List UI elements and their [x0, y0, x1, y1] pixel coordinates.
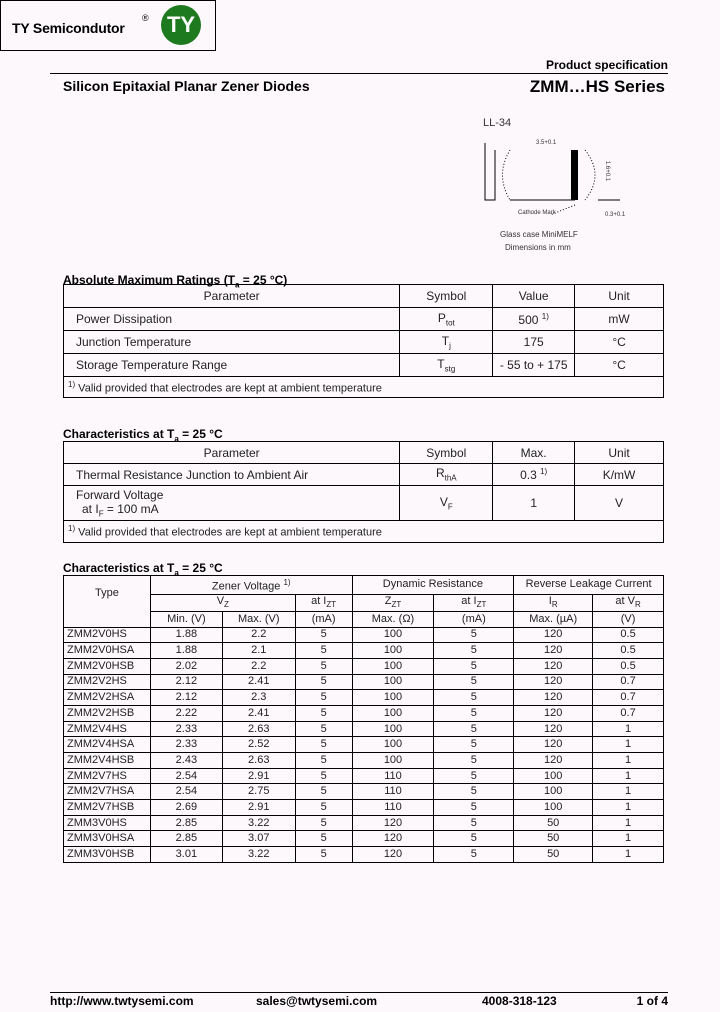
- unit-cell: mW: [575, 308, 664, 331]
- value-cell: 2.12: [150, 674, 222, 690]
- value-cell: 5: [295, 784, 352, 800]
- value-cell: 3.22: [222, 815, 295, 831]
- value-cell: 5: [434, 831, 514, 847]
- value-cell: 110: [352, 768, 434, 784]
- value-cell: 100: [352, 643, 434, 659]
- email-link[interactable]: sales@twtysemi.com: [256, 994, 378, 1008]
- value-cell: 2.1: [222, 643, 295, 659]
- type-cell: ZMM2V2HSA: [64, 690, 151, 706]
- value-cell: 5: [295, 737, 352, 753]
- value-cell: 5: [434, 658, 514, 674]
- value-cell: 2.41: [222, 674, 295, 690]
- unit-cell: (V): [593, 611, 664, 627]
- unit-cell: Max. (Ω): [352, 611, 434, 627]
- type-cell: ZMM2V4HSA: [64, 737, 151, 753]
- value-cell: 0.5: [593, 643, 664, 659]
- value-cell: 1: [593, 753, 664, 769]
- value-cell: 120: [352, 831, 434, 847]
- value-cell: 100: [514, 768, 593, 784]
- value-cell: 50: [514, 815, 593, 831]
- value-cell: 2.85: [150, 815, 222, 831]
- header-cell: Parameter: [64, 285, 400, 308]
- unit-cell: (mA): [295, 611, 352, 627]
- header-cell: Symbol: [400, 442, 493, 464]
- header-cell: Value: [493, 285, 575, 308]
- header-vr: at $V_R$: [593, 594, 664, 611]
- value-cell: 2.41: [222, 705, 295, 721]
- header-cell: Max.: [493, 442, 575, 464]
- footnote-row: [64, 521, 664, 543]
- value-cell: 5: [295, 721, 352, 737]
- symbol-cell: $T_{stg}$: [400, 354, 493, 377]
- value-cell: 0.7: [593, 705, 664, 721]
- value-cell: 5: [434, 800, 514, 816]
- table-header-row: [64, 285, 664, 308]
- value-cell: 0.7: [593, 674, 664, 690]
- dim-end: 0.3+0.1: [605, 212, 626, 218]
- value-cell: 5: [295, 847, 352, 863]
- doc-type: Product specification: [545, 58, 668, 72]
- value-cell: 175: [493, 331, 575, 354]
- header-rule: [50, 73, 668, 74]
- value-cell: 120: [514, 658, 593, 674]
- value-cell: 120: [514, 643, 593, 659]
- table-row: [64, 690, 664, 706]
- header-cell: Symbol: [400, 285, 493, 308]
- value-cell: 5: [295, 643, 352, 659]
- value-cell: 1: [593, 847, 664, 863]
- value-cell: 1: [593, 831, 664, 847]
- table-row: [64, 658, 664, 674]
- package-drawing: [480, 135, 645, 220]
- company-name: TY Semicondutor: [12, 20, 125, 36]
- value-cell: 2.85: [150, 831, 222, 847]
- symbol-cell: $T_j$: [400, 331, 493, 354]
- value-cell: 5: [295, 627, 352, 643]
- value-cell: 5: [434, 721, 514, 737]
- value-cell: 110: [352, 800, 434, 816]
- table-row: [64, 800, 664, 816]
- footnote: $^{1)}$ Valid provided that electrodes are kept at ambient temperature: [64, 521, 664, 543]
- value-cell: 2.91: [222, 800, 295, 816]
- package-caption: Glass case MiniMELF: [500, 230, 578, 239]
- param-cell: Junction Temperature: [64, 331, 400, 354]
- unit-cell: °C: [575, 331, 664, 354]
- footnote: $^{1)}$ Valid provided that electrodes are kept at ambient temperature: [64, 377, 664, 398]
- value-cell: 5: [434, 705, 514, 721]
- value-cell: 500 $^{1)}$: [493, 308, 575, 331]
- value-cell: 5: [295, 768, 352, 784]
- value-cell: 1: [593, 800, 664, 816]
- cathode-mark-label: Cathode Mark: [518, 210, 556, 216]
- header-cell: Unit: [575, 442, 664, 464]
- char1-title: Characteristics at $T_a = 25$ °C: [63, 427, 223, 444]
- table-row: [64, 308, 664, 331]
- table-row: [64, 768, 664, 784]
- param-cell: Storage Temperature Range: [64, 354, 400, 377]
- type-cell: ZMM2V2HSB: [64, 705, 151, 721]
- type-cell: ZMM2V7HSB: [64, 800, 151, 816]
- footer-rule: [50, 992, 668, 993]
- value-cell: 100: [352, 658, 434, 674]
- value-cell: 2.43: [150, 753, 222, 769]
- unit-cell: K/mW: [575, 464, 664, 486]
- value-cell: 2.02: [150, 658, 222, 674]
- value-cell: 5: [295, 800, 352, 816]
- value-cell: 2.54: [150, 768, 222, 784]
- header-izt2: at $I_{ZT}$: [434, 594, 514, 611]
- type-cell: ZMM2V7HS: [64, 768, 151, 784]
- value-cell: 2.3: [222, 690, 295, 706]
- value-cell: 120: [514, 705, 593, 721]
- value-cell: 2.91: [222, 768, 295, 784]
- table-row: [64, 643, 664, 659]
- value-cell: 100: [352, 674, 434, 690]
- value-cell: 5: [434, 753, 514, 769]
- value-cell: 100: [514, 784, 593, 800]
- header-ir: $I_R$: [514, 594, 593, 611]
- unit-cell: Max. (µA): [514, 611, 593, 627]
- value-cell: 120: [514, 627, 593, 643]
- value-cell: 110: [352, 784, 434, 800]
- type-cell: ZMM3V0HSB: [64, 847, 151, 863]
- value-cell: - 55 to + 175: [493, 354, 575, 377]
- table-row: [64, 847, 664, 863]
- value-cell: 2.33: [150, 737, 222, 753]
- value-cell: 2.69: [150, 800, 222, 816]
- unit-cell: °C: [575, 354, 664, 377]
- unit-cell: Max. (V): [222, 611, 295, 627]
- param-cell: Forward Voltage at $I_F = 100$ mA: [64, 486, 400, 521]
- value-cell: 100: [352, 690, 434, 706]
- value-cell: 0.7: [593, 690, 664, 706]
- value-cell: 5: [434, 768, 514, 784]
- value-cell: 3.07: [222, 831, 295, 847]
- value-cell: 5: [295, 753, 352, 769]
- table-row: [64, 486, 664, 521]
- value-cell: 2.52: [222, 737, 295, 753]
- type-cell: ZMM2V0HS: [64, 627, 151, 643]
- value-cell: 2.54: [150, 784, 222, 800]
- footnote-row: [64, 377, 664, 398]
- value-cell: 5: [434, 737, 514, 753]
- table-header-row: [64, 442, 664, 464]
- table-row: [64, 831, 664, 847]
- table-row: [64, 627, 664, 643]
- value-cell: 100: [352, 737, 434, 753]
- table-row: [64, 331, 664, 354]
- table-row: [64, 737, 664, 753]
- value-cell: 2.12: [150, 690, 222, 706]
- company-logo: [0, 0, 216, 51]
- type-cell: ZMM3V0HSA: [64, 831, 151, 847]
- table-units-row: [64, 611, 664, 627]
- value-cell: 5: [434, 815, 514, 831]
- value-cell: 120: [352, 847, 434, 863]
- value-cell: 120: [352, 815, 434, 831]
- dim-diameter: 1.6+0.1: [604, 160, 611, 182]
- value-cell: 3.22: [222, 847, 295, 863]
- type-cell: ZMM2V4HSB: [64, 753, 151, 769]
- value-cell: 2.2: [222, 658, 295, 674]
- value-cell: 5: [295, 815, 352, 831]
- header-vz: $V_Z$: [150, 594, 295, 611]
- phone-number: 4008-318-123: [482, 994, 557, 1008]
- symbol-cell: $P_{tot}$: [400, 308, 493, 331]
- value-cell: 100: [352, 753, 434, 769]
- table-row: [64, 753, 664, 769]
- value-cell: 2.2: [222, 627, 295, 643]
- type-cell: ZMM2V0HSA: [64, 643, 151, 659]
- value-cell: 5: [434, 643, 514, 659]
- value-cell: 120: [514, 674, 593, 690]
- value-cell: 100: [352, 705, 434, 721]
- series-title: ZMM…HS Series: [529, 77, 665, 96]
- value-cell: 1: [593, 721, 664, 737]
- value-cell: 1: [593, 737, 664, 753]
- abs-max-title: Absolute Maximum Ratings ($T_a = 25$ °C): [63, 273, 288, 290]
- char2-title: Characteristics at $T_a = 25$ °C: [63, 561, 223, 578]
- header-cell: Parameter: [64, 442, 400, 464]
- param-cell: Power Dissipation: [64, 308, 400, 331]
- website-link[interactable]: http://www.twtysemi.com: [50, 994, 194, 1008]
- value-cell: 2.33: [150, 721, 222, 737]
- type-cell: ZMM2V0HSB: [64, 658, 151, 674]
- symbol-cell: $V_F$: [400, 486, 493, 521]
- value-cell: 1: [593, 784, 664, 800]
- value-cell: 1: [493, 486, 575, 521]
- value-cell: 5: [434, 784, 514, 800]
- table-row: [64, 464, 664, 486]
- header-dynamic-resistance: Dynamic Resistance: [352, 576, 514, 595]
- header-zzt: $Z_{ZT}$: [352, 594, 434, 611]
- value-cell: 0.5: [593, 627, 664, 643]
- value-cell: 2.22: [150, 705, 222, 721]
- table-header-row: [64, 576, 664, 595]
- symbol-cell: $R_{thA}$: [400, 464, 493, 486]
- value-cell: 5: [295, 690, 352, 706]
- value-cell: 5: [434, 674, 514, 690]
- unit-cell: (mA): [434, 611, 514, 627]
- table-row: [64, 674, 664, 690]
- value-cell: 120: [514, 721, 593, 737]
- value-cell: 0.3 $^{1)}$: [493, 464, 575, 486]
- table-row: [64, 784, 664, 800]
- table-row: [64, 815, 664, 831]
- header-cell: Unit: [575, 285, 664, 308]
- type-cell: ZMM2V7HSA: [64, 784, 151, 800]
- logo-mark: TY: [161, 5, 201, 45]
- package-dimensions-note: Dimensions in mm: [505, 243, 571, 252]
- table-header-row: [64, 594, 664, 611]
- value-cell: 3.01: [150, 847, 222, 863]
- value-cell: 120: [514, 737, 593, 753]
- value-cell: 1: [593, 815, 664, 831]
- value-cell: 0.5: [593, 658, 664, 674]
- value-cell: 5: [434, 627, 514, 643]
- header-zener-voltage: Zener Voltage $^{1)}$: [150, 576, 352, 595]
- value-cell: 120: [514, 690, 593, 706]
- value-cell: 5: [295, 831, 352, 847]
- value-cell: 5: [295, 705, 352, 721]
- value-cell: 5: [434, 690, 514, 706]
- value-cell: 1.88: [150, 627, 222, 643]
- value-cell: 1: [593, 768, 664, 784]
- value-cell: 5: [295, 658, 352, 674]
- header-reverse-leakage: Reverse Leakage Current: [514, 576, 664, 595]
- type-cell: ZMM2V4HS: [64, 721, 151, 737]
- value-cell: 5: [295, 674, 352, 690]
- page-number: 1 of 4: [636, 994, 668, 1008]
- value-cell: 1.88: [150, 643, 222, 659]
- type-cell: ZMM3V0HS: [64, 815, 151, 831]
- value-cell: 100: [352, 627, 434, 643]
- registered-mark: ®: [142, 13, 149, 23]
- value-cell: 120: [514, 753, 593, 769]
- value-cell: 5: [434, 847, 514, 863]
- table-row: [64, 721, 664, 737]
- type-cell: ZMM2V2HS: [64, 674, 151, 690]
- table-row: [64, 354, 664, 377]
- value-cell: 100: [514, 800, 593, 816]
- characteristics-table: [63, 441, 664, 543]
- value-cell: 2.63: [222, 753, 295, 769]
- unit-cell: Min. (V): [150, 611, 222, 627]
- value-cell: 2.63: [222, 721, 295, 737]
- dim-length: 3.5+0.1: [536, 140, 557, 146]
- unit-cell: V: [575, 486, 664, 521]
- header-izt: at $I_{ZT}$: [295, 594, 352, 611]
- table-row: [64, 705, 664, 721]
- abs-max-table: [63, 284, 664, 398]
- header-type: Type: [64, 576, 151, 612]
- zener-type-table: [63, 575, 664, 863]
- doc-title: Silicon Epitaxial Planar Zener Diodes: [63, 78, 310, 94]
- value-cell: 2.75: [222, 784, 295, 800]
- param-cell: Thermal Resistance Junction to Ambient Air: [64, 464, 400, 486]
- value-cell: 100: [352, 721, 434, 737]
- value-cell: 50: [514, 847, 593, 863]
- package-name: LL-34: [483, 117, 512, 129]
- value-cell: 50: [514, 831, 593, 847]
